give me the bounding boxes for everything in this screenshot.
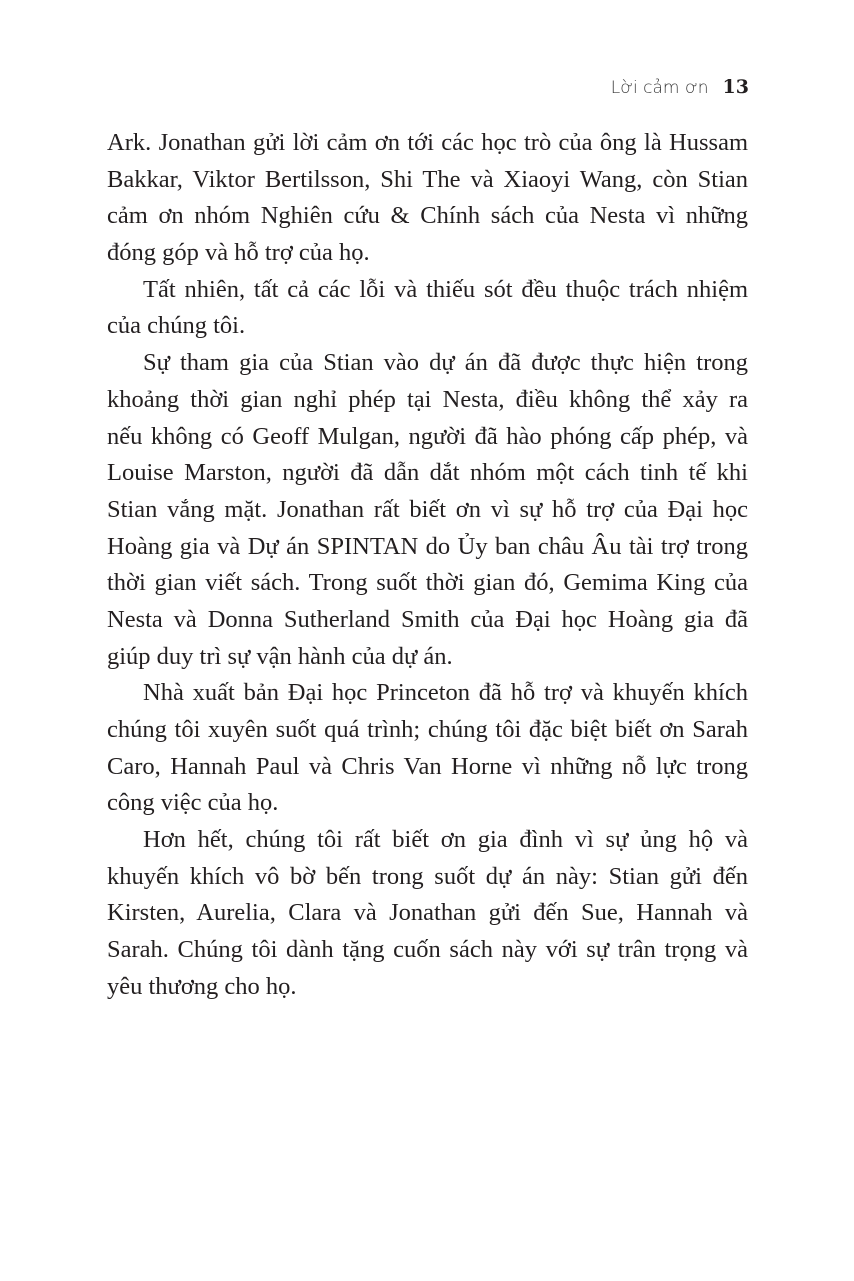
paragraph-4 — [107, 675, 748, 822]
text-line: thời gian viết sách. Trong suốt thời gian đó, Gemima King của — [107, 569, 748, 597]
text-line: Caro, Hannah Paul và Chris Van Horne vì những nỗ lực trong — [107, 752, 748, 780]
text-line: giúp duy trì sự vận hành của dự án. — [107, 642, 453, 670]
text-line: khuyến khích vô bờ bến trong suốt dự án này: Stian gửi đến — [107, 862, 748, 890]
text-line: chúng tôi xuyên suốt quá trình; chúng tôi đặc biệt biết ơn Sarah — [107, 716, 748, 743]
running-head — [611, 76, 749, 104]
text-line: Ark. Jonathan gửi lời cảm ơn tới các học trò của ông là Hussam — [107, 129, 748, 156]
text-line: khoảng thời gian nghỉ phép tại Nesta, điều không thể xảy ra — [107, 385, 748, 413]
text-line: Bakkar, Viktor Bertilsson, Shi The và Xiaoyi Wang, còn Stian — [107, 165, 748, 193]
text-line: Nhà xuất bản Đại học Princeton đã hỗ trợ và khuyến khích — [143, 679, 748, 707]
text-line: công việc của họ. — [107, 789, 279, 817]
paragraph-2 — [107, 272, 748, 345]
paragraph-5 — [107, 822, 748, 1005]
text-line: Louise Marston, người đã dẫn dắt nhóm một cách tinh tế khi — [107, 459, 748, 487]
text-line: nếu không có Geoff Mulgan, người đã hào phóng cấp phép, và — [107, 422, 748, 450]
text-line: đóng góp và hỗ trợ của họ. — [107, 239, 370, 267]
text-line: Hơn hết, chúng tôi rất biết ơn gia đình vì sự ủng hộ và — [143, 826, 748, 854]
text-line: Stian vắng mặt. Jonathan rất biết ơn vì sự hỗ trợ của Đại học — [107, 495, 748, 523]
paragraph-3 — [107, 345, 748, 675]
text-line: yêu thương cho họ. — [107, 972, 297, 1000]
running-title: Lời cảm ơn — [610, 78, 709, 98]
text-line: Sự tham gia của Stian vào dự án đã được thực hiện trong — [143, 349, 748, 377]
text-line: Nesta và Donna Sutherland Smith của Đại học Hoàng gia đã — [107, 605, 748, 633]
text-line: Sarah. Chúng tôi dành tặng cuốn sách này với sự trân trọng và — [107, 936, 748, 964]
text-line: của chúng tôi. — [107, 312, 246, 340]
text-line: Hoàng gia và Dự án SPINTAN do Ủy ban châu Âu tài trợ trong — [107, 532, 748, 560]
text-line: Tất nhiên, tất cả các lỗi và thiếu sót đều thuộc trách nhiệm — [143, 275, 748, 303]
text-line: cảm ơn nhóm Nghiên cứu & Chính sách của Nesta vì những — [107, 202, 748, 230]
page-number: 13 — [722, 76, 749, 98]
body-text — [107, 125, 748, 1006]
paragraph-1 — [107, 125, 748, 272]
text-line: Kirsten, Aurelia, Clara và Jonathan gửi đến Sue, Hannah và — [107, 899, 748, 927]
